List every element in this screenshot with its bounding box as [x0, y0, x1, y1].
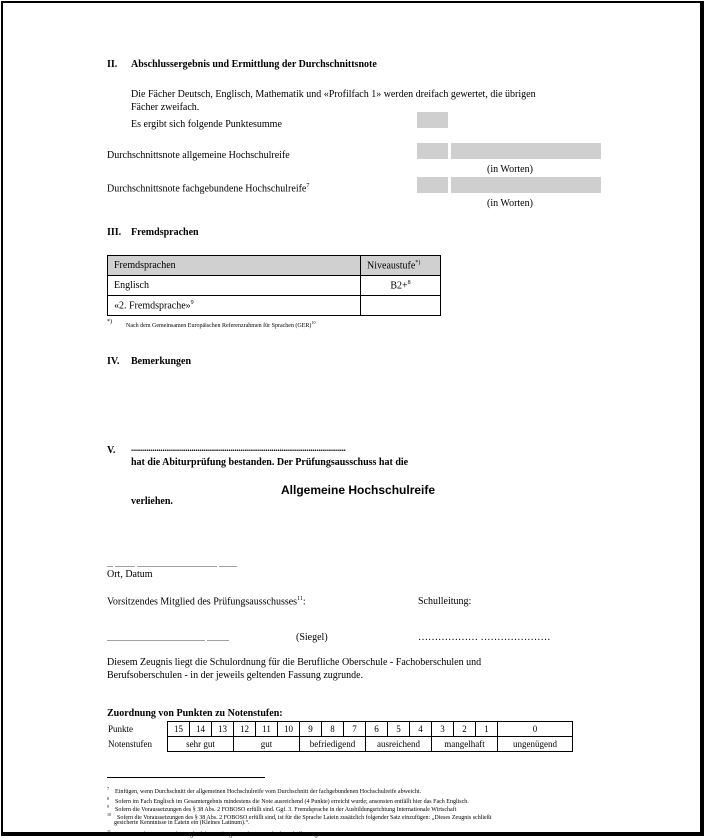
grade-cell: ungenügend: [498, 737, 573, 752]
column-header-language: Fremdsprachen: [108, 256, 361, 276]
footnote-ref-7: 7: [306, 183, 310, 189]
points-cell: 15: [168, 722, 190, 737]
points-cell: 5: [388, 722, 410, 737]
avg-specific-field[interactable]: [417, 177, 448, 193]
points-sum-label: Es ergibt sich folgende Punktesumme: [131, 119, 282, 130]
place-date-label: Ort, Datum: [107, 569, 153, 580]
points-cell: 0: [498, 722, 573, 737]
points-sum-field[interactable]: [417, 112, 448, 128]
table-header-row: [108, 256, 441, 276]
passed-statement: hat die Abiturprüfung bestanden. Der Prüfungsausschuss hat die: [131, 457, 409, 468]
weighting-line-2: Fächer zweifach.: [131, 102, 200, 113]
points-cell: 1: [476, 722, 498, 737]
language-note: Nach dem Gemeinsamen Europäischen Referenzrahmen für Sprachen (GER)$^{10}$: [126, 320, 316, 329]
weighting-line-1: Die Fächer Deutsch, Englisch, Mathematik und «Profilfach 1» werden dreifach gewertet, die übrigen: [131, 89, 536, 100]
language-cell: Englisch: [108, 276, 361, 296]
points-cell: 4: [410, 722, 432, 737]
avg-specific-words-field[interactable]: [451, 177, 601, 193]
grade-cell: mangelhaft: [432, 737, 498, 752]
section-5-number: V.: [107, 445, 116, 456]
footnote: gesicherte Kenntnisse in Latein ein (Kleines Latinum).“.: [114, 820, 250, 826]
avg-general-words-label: (in Worten): [487, 164, 533, 175]
points-cell: 3: [432, 722, 454, 737]
regulation-note-line-2: Berufsoberschulen - in der jeweils geltenden Fassung zugrunde.: [107, 670, 364, 681]
avg-specific-words-label: (in Worten): [487, 198, 533, 209]
grade-mapping-table: [107, 721, 573, 752]
school-head-label: Schulleitung:: [418, 596, 472, 607]
points-cell: 11: [256, 722, 278, 737]
grade-mapping-title: Zuordnung von Punkten zu Notenstufen:: [107, 708, 283, 719]
name-dotted-line: ..............................................................................................................: [131, 443, 346, 453]
column-header-level: Niveaustufe*): [361, 256, 441, 276]
regulation-note-line-1: Diesem Zeugnis liegt die Schulordnung für die Berufliche Oberschule - Fachoberschulen und: [107, 657, 482, 668]
languages-table: [107, 255, 441, 316]
seal-label: (Siegel): [296, 632, 328, 643]
points-cell: 9: [300, 722, 322, 737]
footnote-separator: [107, 777, 265, 778]
level-cell: B2+$^8$: [361, 276, 441, 296]
footnote: $^{10}$Sofern die Voraussetzungen des § 38 Abs. 2 FOBOSO erfüllt sind, ist für die Sprache Latein zusätzlich folgender Satz einzufügen: „Dieses Zeugnis schließt: [107, 812, 492, 821]
chair-label: Vorsitzendes Mitglied des Prüfungsausschusses$^{11}$:: [107, 596, 306, 608]
points-row: [107, 722, 573, 737]
grade-cell: gut: [234, 737, 300, 752]
footnote: $^7$Einfügen, wenn Durchschnitt der allgemeinen Hochschulreife vom Durchschnitt der fachgebundenen Hochschulreife abweicht.: [107, 786, 422, 795]
level-cell: [361, 296, 441, 316]
table-row: [108, 296, 441, 316]
points-cell: 12: [234, 722, 256, 737]
grade-cell: befriedigend: [300, 737, 366, 752]
section-2-title: Abschlussergebnis und Ermittlung der Durchschnittsnote: [131, 59, 377, 70]
footnote: $^9$Sofern die Voraussetzungen des § 38 Abs. 2 FOBOSO erfüllt sind. Ggf. 3. Fremdsprache in der Ausbildungsrichtung Internationale Wirtschaft: [107, 804, 457, 813]
table-row: [108, 276, 441, 296]
grades-row: [107, 737, 573, 752]
points-cell: 14: [190, 722, 212, 737]
avg-general-field[interactable]: [417, 143, 448, 159]
points-cell: 7: [344, 722, 366, 737]
grade-cell: sehr gut: [168, 737, 234, 752]
points-cell: 6: [366, 722, 388, 737]
footnote: $^8$Sofern im Fach Englisch im Gesamtergebnis mindestens die Note ausreichend (4 Punkte) erreicht wurde; ansonsten entfällt hier das Fach Englisch.: [107, 796, 469, 805]
awarded-statement: verliehen.: [131, 496, 173, 507]
avg-specific-label: Durchschnittsnote fachgebundene Hochschulreife$^7$: [107, 183, 310, 195]
language-cell: «2. Fremdsprache»$^9$: [108, 296, 361, 316]
avg-general-label: Durchschnittsnote allgemeine Hochschulreife: [107, 150, 290, 161]
grade-cell: ausreichend: [366, 737, 432, 752]
points-cell: 10: [278, 722, 300, 737]
section-2-number: II.: [107, 59, 118, 70]
degree-title: Allgemeine Hochschulreife: [281, 483, 436, 497]
footnote: $^{11}$Nur wenn das Vorsitzende Mitglied des Prüfungsausschusses nicht die Schulleitung ist.: [107, 829, 327, 838]
section-4-number: IV.: [107, 356, 120, 367]
section-4-title: Bemerkungen: [131, 356, 191, 367]
grades-label: Notenstufen: [108, 739, 152, 749]
points-cell: 8: [322, 722, 344, 737]
place-date-dotted-line: ... .......... ........................................ .........: [107, 560, 237, 569]
school-head-signature-line: ……………… …………………: [418, 632, 551, 643]
language-note-mark: *): [107, 319, 112, 325]
avg-general-words-field[interactable]: [451, 143, 601, 159]
points-cell: 2: [454, 722, 476, 737]
chair-signature-line: ................................................. ...........: [107, 634, 229, 643]
section-3-title: Fremdsprachen: [131, 227, 199, 238]
points-label: Punkte: [108, 724, 134, 734]
points-cell: 13: [212, 722, 234, 737]
section-3-number: III.: [107, 227, 122, 238]
